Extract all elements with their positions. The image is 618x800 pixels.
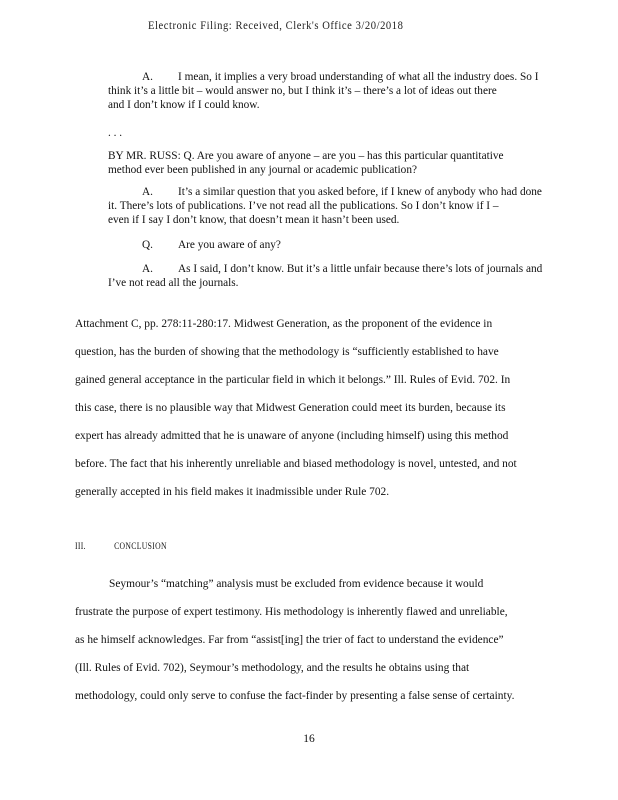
body-line: frustrate the purpose of expert testimony. His methodology is inherently flawed and unreliable,	[75, 606, 508, 618]
answer-line: A. It’s a similar question that you asked before, if I knew of anybody who had done	[142, 186, 542, 198]
body-line: Attachment C, pp. 278:11-280:17. Midwest Generation, as the proponent of the evidence in	[75, 318, 493, 330]
question-block-2	[108, 238, 596, 252]
body-line: (Ill. Rules of Evid. 702), Seymour’s methodology, and the results he obtains using that	[75, 662, 470, 674]
answer-line: I’ve not read all the journals.	[108, 277, 239, 289]
filing-stamp-header: Electronic Filing: Received, Clerk's Office 3/20/2018	[148, 20, 404, 32]
answer-line: it. There’s lots of publications. I’ve not read all the publications. So I don’t know if I –	[108, 200, 499, 212]
body-paragraph-1	[75, 310, 605, 506]
body-paragraph-2	[75, 570, 605, 710]
answer-line: even if I say I don’t know, that doesn’t mean it hasn’t been used.	[108, 214, 400, 226]
body-line: methodology, could only serve to confuse the fact-finder by presenting a false sense of certainty.	[75, 690, 515, 702]
body-line: question, has the burden of showing that the methodology is “sufficiently established to have	[75, 346, 499, 358]
body-line: generally accepted in his field makes it inadmissible under Rule 702.	[75, 486, 390, 498]
section-title: CONCLUSION	[114, 541, 167, 551]
section-heading	[75, 541, 167, 551]
body-line: expert has already admitted that he is unaware of anyone (including himself) using this method	[75, 430, 509, 442]
question-line: BY MR. RUSS: Q. Are you aware of anyone – are you – has this particular quantitative	[108, 150, 504, 162]
answer-block-1	[108, 70, 596, 112]
answer-line: and I don’t know if I could know.	[108, 99, 260, 111]
answer-block-2	[108, 185, 596, 227]
section-number: III.	[75, 541, 86, 551]
body-line: before. The fact that his inherently unreliable and biased methodology is novel, untested, and not	[75, 458, 517, 470]
answer-line: A. As I said, I don’t know. But it’s a little unfair because there’s lots of journals and	[142, 263, 543, 275]
body-line: gained general acceptance in the particular field in which it belongs.” Ill. Rules of Evid. 702. In	[75, 374, 511, 386]
ellipsis: . . .	[108, 127, 123, 139]
answer-block-3	[108, 262, 596, 290]
question-block-1	[108, 149, 596, 177]
body-line: this case, there is no plausible way that Midwest Generation could meet its burden, because its	[75, 402, 506, 414]
body-line: Seymour’s “matching” analysis must be excluded from evidence because it would	[109, 578, 484, 590]
answer-line: think it’s a little bit – would answer no, but I think it’s – there’s a lot of ideas out there	[108, 85, 497, 97]
page-number: 16	[303, 733, 315, 745]
question-line: method ever been published in any journal or academic publication?	[108, 164, 417, 176]
body-line: as he himself acknowledges. Far from “assist[ing] the trier of fact to understand the evidence”	[75, 634, 504, 646]
question-line: Q. Are you aware of any?	[142, 239, 281, 251]
answer-line: A. I mean, it implies a very broad understanding of what all the industry does. So I	[142, 71, 539, 83]
